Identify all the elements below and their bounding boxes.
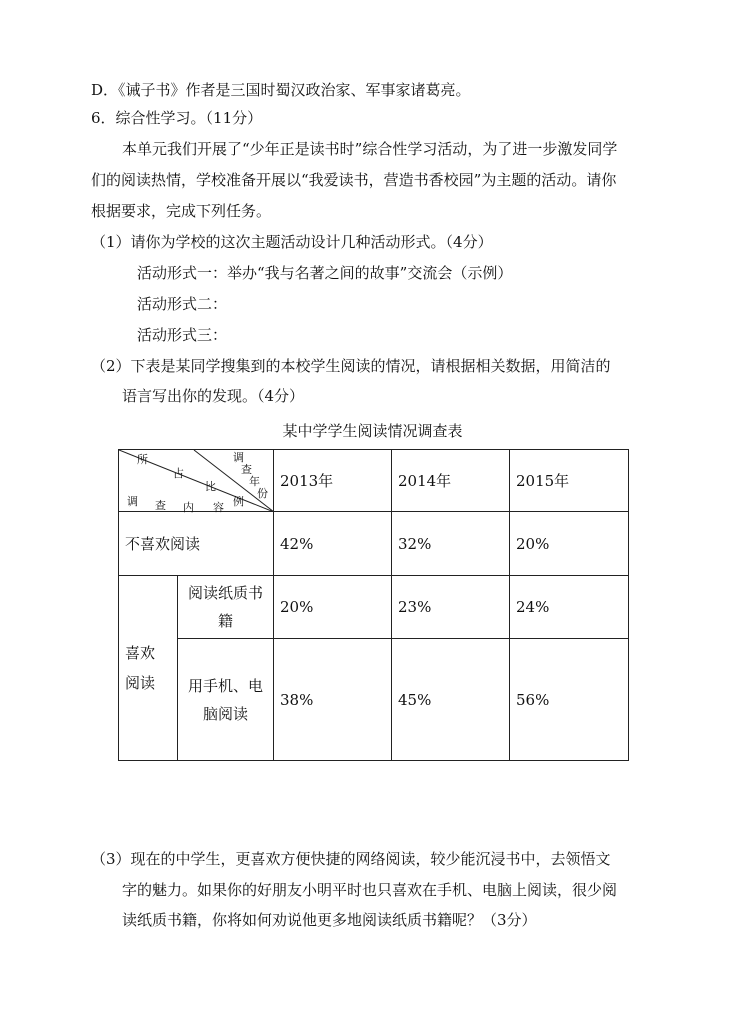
table-cell: 24% bbox=[510, 576, 629, 639]
diag-label: 例 bbox=[233, 495, 244, 508]
year-header: 2013年 bbox=[274, 450, 392, 512]
group-label-line: 阅读 bbox=[125, 674, 156, 692]
table-row-dislike bbox=[119, 512, 629, 576]
diag-label: 年 bbox=[249, 475, 260, 488]
diagonal-header-cell bbox=[119, 450, 274, 512]
diag-label: 内 bbox=[183, 501, 194, 514]
row-label bbox=[178, 639, 274, 761]
row-label: 不喜欢阅读 bbox=[119, 512, 274, 576]
group-label-line: 喜欢 bbox=[125, 644, 156, 662]
table-cell: 20% bbox=[274, 576, 392, 639]
survey-table bbox=[118, 449, 629, 761]
question-3-line-2: 字的魅力。如果你的好朋友小明平时也只喜欢在手机、电脑上阅读，很少阅 bbox=[122, 881, 618, 899]
intro-line-2: 们的阅读热情，学校准备开展以“我爱读书，营造书香校园”为主题的活动。请你 bbox=[91, 171, 617, 189]
table-row-device bbox=[119, 639, 629, 761]
diag-label: 调 bbox=[127, 495, 138, 508]
table-header-row bbox=[119, 450, 629, 512]
table-cell: 20% bbox=[510, 512, 629, 576]
year-header: 2015年 bbox=[510, 450, 629, 512]
activity-form-3: 活动形式三： bbox=[137, 326, 228, 344]
table-cell: 23% bbox=[392, 576, 510, 639]
diag-label: 占 bbox=[173, 467, 184, 480]
question-2-line-1: （2）下表是某同学搜集到的本校学生阅读的情况，请根据相关数据，用简洁的 bbox=[91, 357, 611, 375]
table-cell: 42% bbox=[274, 512, 392, 576]
question-3-line-1: （3）现在的中学生，更喜欢方便快捷的网络阅读，较少能沉浸书中，去领悟文 bbox=[91, 850, 611, 868]
question-2-line-2: 语言写出你的发现。（4分） bbox=[122, 387, 305, 405]
intro-line-1: 本单元我们开展了“少年正是读书时”综合性学习活动，为了进一步激发同学 bbox=[122, 140, 618, 158]
option-d-line: D．《诫子书》作者是三国时蜀汉政治家、军事家诸葛亮。 bbox=[91, 81, 471, 99]
row-label-line: 阅读纸质书 bbox=[187, 584, 263, 602]
row-label-line: 用手机、电 bbox=[187, 676, 263, 695]
table-cell: 32% bbox=[392, 512, 510, 576]
table-cell: 38% bbox=[274, 639, 392, 761]
year-header: 2014年 bbox=[392, 450, 510, 512]
like-reading-group-label bbox=[119, 576, 178, 761]
table-cell: 56% bbox=[510, 639, 629, 761]
diag-label: 容 bbox=[213, 501, 224, 514]
activity-form-2: 活动形式二： bbox=[137, 295, 228, 313]
diag-label: 调 bbox=[233, 451, 244, 464]
intro-line-3: 根据要求，完成下列任务。 bbox=[91, 202, 272, 220]
diag-label: 查 bbox=[155, 499, 166, 512]
activity-form-1: 活动形式一：举办“我与名著之间的故事”交流会（示例） bbox=[137, 264, 513, 282]
row-label-line: 脑阅读 bbox=[202, 704, 248, 723]
table-title: 某中学学生阅读情况调查表 bbox=[282, 422, 463, 440]
diag-label: 比 bbox=[205, 480, 216, 493]
question-1: （1）请你为学校的这次主题活动设计几种活动形式。（4分） bbox=[91, 233, 493, 251]
diag-label: 所 bbox=[137, 453, 148, 466]
table-row-paper bbox=[119, 576, 629, 639]
question-6-title: 6．综合性学习。（11分） bbox=[91, 109, 263, 127]
table-cell: 45% bbox=[392, 639, 510, 761]
row-label bbox=[178, 576, 274, 639]
row-label-line: 籍 bbox=[217, 612, 233, 630]
diag-label: 份 bbox=[257, 487, 268, 500]
diag-label: 查 bbox=[241, 463, 252, 476]
question-3-line-3: 读纸质书籍，你将如何劝说他更多地阅读纸质书籍呢？（3分） bbox=[122, 911, 537, 929]
